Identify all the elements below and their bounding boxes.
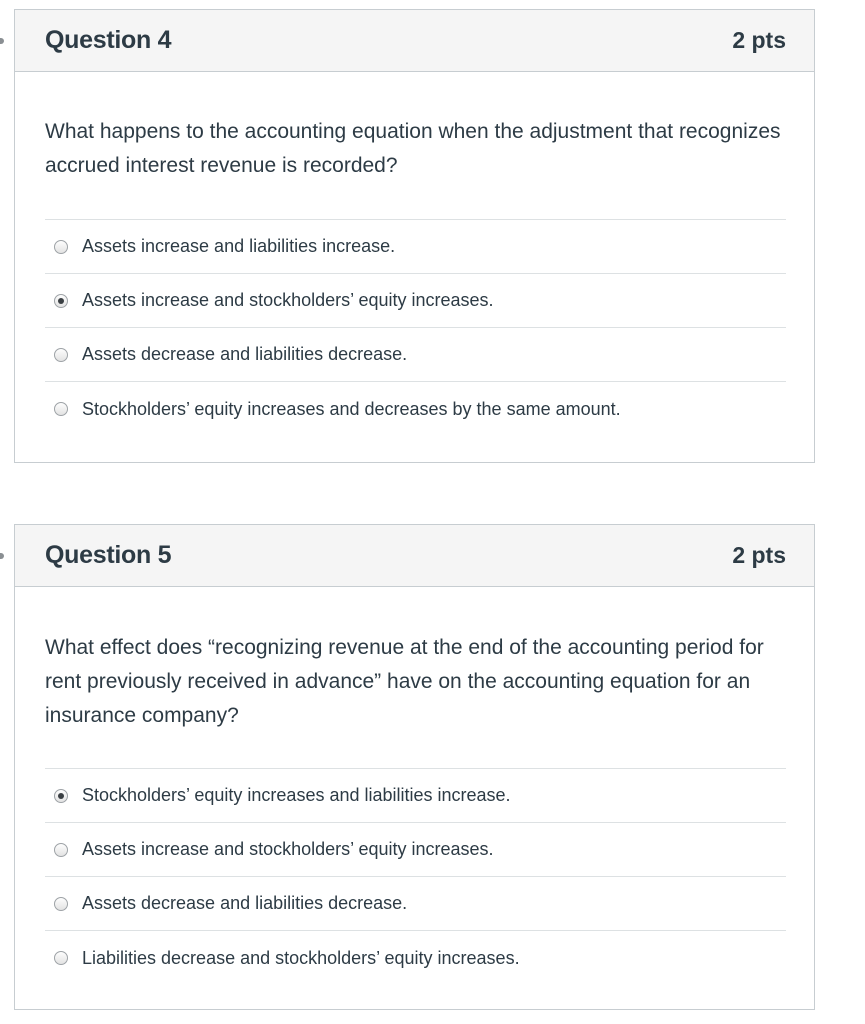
radio-button[interactable] — [54, 789, 68, 803]
answer-label[interactable]: Assets increase and stockholders’ equity increases. — [82, 839, 494, 859]
question-5-marker — [0, 553, 4, 559]
answer-label[interactable]: Stockholders’ equity increases and decreases by the same amount. — [82, 398, 621, 419]
answer-option[interactable] — [45, 769, 786, 823]
question-4-answers — [45, 219, 786, 436]
question-5-answers — [45, 768, 786, 985]
radio-button[interactable] — [54, 240, 68, 254]
question-5-body — [15, 587, 814, 985]
radio-button[interactable] — [54, 843, 68, 857]
radio-button[interactable] — [54, 294, 68, 308]
answer-option[interactable] — [45, 823, 786, 877]
question-4-card — [14, 9, 815, 463]
answer-label[interactable]: Liabilities decrease and stockholders’ equity increases. — [82, 947, 520, 968]
answer-option[interactable] — [45, 274, 786, 328]
question-4-header — [15, 10, 814, 72]
answer-label[interactable]: Assets increase and stockholders’ equity increases. — [82, 290, 494, 310]
radio-button[interactable] — [54, 897, 68, 911]
answer-option[interactable] — [45, 382, 786, 436]
radio-button[interactable] — [54, 402, 68, 416]
question-5-title: Question 5 — [45, 541, 172, 569]
answer-label[interactable]: Assets increase and liabilities increase. — [82, 236, 396, 256]
answer-label[interactable]: Assets decrease and liabilities decrease. — [82, 344, 408, 364]
radio-dot — [58, 298, 64, 304]
question-5-card — [14, 524, 815, 1010]
radio-button[interactable] — [54, 951, 68, 965]
question-4-marker — [0, 38, 4, 44]
answer-label[interactable]: Stockholders’ equity increases and liabilities increase. — [82, 785, 511, 805]
question-5-points: 2 pts — [732, 542, 786, 568]
question-4-title: Question 4 — [45, 26, 172, 54]
answer-option[interactable] — [45, 931, 786, 985]
question-4-body — [15, 72, 814, 436]
radio-dot — [58, 793, 64, 799]
answer-option[interactable] — [45, 220, 786, 274]
answer-option[interactable] — [45, 877, 786, 931]
question-5-text: What effect does “recognizing revenue at the end of the accounting period for rent previously received in advance” have on the accounting equation for an insurance company? — [45, 636, 764, 727]
question-4-text: What happens to the accounting equation when the adjustment that recognizes accrued interest revenue is recorded? — [45, 120, 781, 177]
question-5-header — [15, 525, 814, 587]
question-4-points: 2 pts — [732, 27, 786, 53]
answer-option[interactable] — [45, 328, 786, 382]
radio-button[interactable] — [54, 348, 68, 362]
answer-label[interactable]: Assets decrease and liabilities decrease. — [82, 893, 408, 913]
